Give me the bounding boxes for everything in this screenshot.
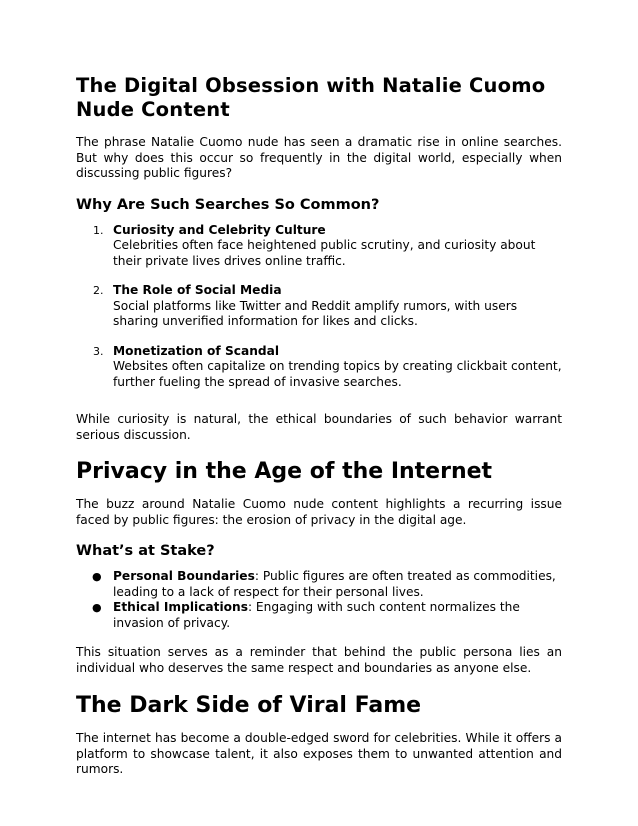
dark-side-paragraph: The internet has become a double-edged sword for celebrities. While it offers a platform to showcase talent, it also exposes them to unwanted attention and rumors. xyxy=(76,731,562,776)
privacy-intro-paragraph: The buzz around Natalie Cuomo nude content highlights a recurring issue faced by public figures: the erosion of privacy in the digital age. xyxy=(76,497,562,527)
list-number: 2. xyxy=(93,284,104,297)
page-title: The Digital Obsession with Natalie Cuomo Nude Content xyxy=(76,74,546,121)
subheading-whats-at-stake: What’s at Stake? xyxy=(76,543,215,559)
list-item xyxy=(76,600,562,631)
section1-closing-paragraph: While curiosity is natural, the ethical boundaries of such behavior warrant serious discussion. xyxy=(76,412,562,442)
bullet-icon: ● xyxy=(92,570,102,583)
list-item xyxy=(76,223,562,270)
list-number: 1. xyxy=(93,223,104,237)
list-item xyxy=(76,569,562,600)
list-item-title: Monetization of Scandal xyxy=(113,343,280,358)
bullet-icon: ● xyxy=(92,601,102,614)
list-item-text: Websites often capitalize on trending topics by creating clickbait content, further fueling the spread of invasive searches. xyxy=(113,359,562,389)
list-item xyxy=(76,283,562,330)
list-item xyxy=(76,344,562,391)
reasons-list xyxy=(76,223,562,391)
bullet-text: : Engaging with such content normalizes the invasion of privacy. xyxy=(113,600,520,630)
section-heading-privacy: Privacy in the Age of the Internet xyxy=(76,459,493,484)
list-item-text: Social platforms like Twitter and Reddit amplify rumors, with users sharing unverified information for likes and clicks. xyxy=(113,298,518,328)
bullet-term: Ethical Implications xyxy=(113,600,248,614)
list-item-title: Curiosity and Celebrity Culture xyxy=(113,222,326,237)
stakes-list xyxy=(76,569,562,631)
list-item-text: Celebrities often face heightened public scrutiny, and curiosity about their private lives drives online traffic. xyxy=(113,238,536,268)
section-heading-dark-side: The Dark Side of Viral Fame xyxy=(76,693,422,718)
list-number: 3. xyxy=(93,344,104,358)
list-item-title: The Role of Social Media xyxy=(113,283,282,297)
document-content xyxy=(76,74,562,778)
bullet-text: : Public figures are often treated as commodities, leading to a lack of respect for their personal lives. xyxy=(113,569,556,599)
intro-paragraph: The phrase Natalie Cuomo nude has seen a dramatic rise in online searches. But why does this occur so frequently in the digital world, especially when discussing public figures? xyxy=(76,135,562,180)
bullet-term: Personal Boundaries xyxy=(113,569,255,583)
section2-closing-paragraph: This situation serves as a reminder that behind the public persona lies an individual who deserves the same respect and boundaries as anyone else. xyxy=(76,645,562,675)
section-heading-why-searches: Why Are Such Searches So Common? xyxy=(76,196,380,213)
